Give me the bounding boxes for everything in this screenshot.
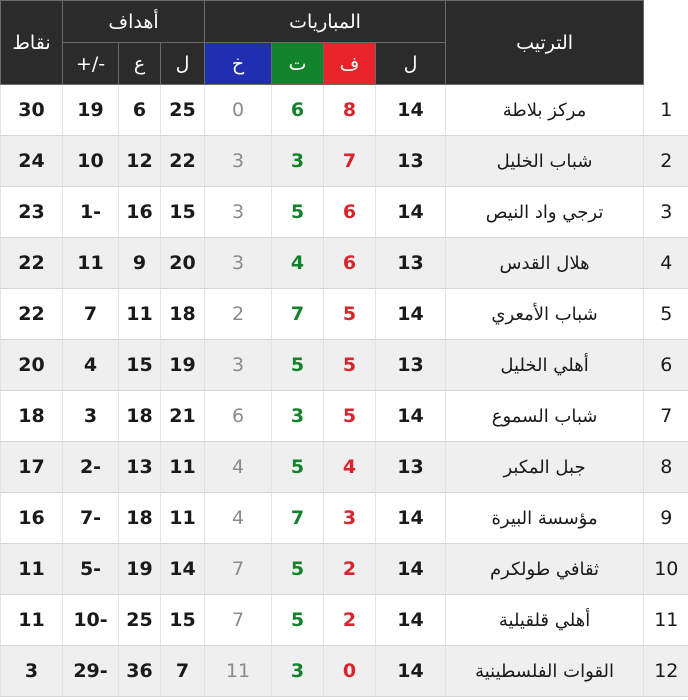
goals-for-cell: 7 [161, 646, 205, 697]
points-cell: 20 [1, 340, 63, 391]
table-row[interactable] [1, 391, 688, 442]
drawn-cell: 7 [272, 289, 324, 340]
goal-diff-cell: 2- [63, 442, 119, 493]
won-header[interactable]: ف [324, 43, 376, 85]
rank-header-blank [644, 1, 688, 85]
goals-against-cell: 25 [119, 595, 161, 646]
played-cell: 13 [376, 136, 446, 187]
goals-against-cell: 6 [119, 85, 161, 136]
drawn-cell: 3 [272, 136, 324, 187]
rank-cell: 3 [644, 187, 688, 238]
goals-against-cell: 16 [119, 187, 161, 238]
points-header[interactable]: نقاط [1, 1, 63, 85]
team-name[interactable]: جبل المكبر [446, 442, 644, 493]
won-cell: 7 [324, 136, 376, 187]
matches-header: المباريات [205, 1, 446, 43]
lost-cell: 2 [205, 289, 272, 340]
goals-against-cell: 12 [119, 136, 161, 187]
goal-diff-cell: 10- [63, 595, 119, 646]
points-cell: 3 [1, 646, 63, 697]
goals-for-cell: 11 [161, 442, 205, 493]
rank-cell: 8 [644, 442, 688, 493]
goals-for-cell: 14 [161, 544, 205, 595]
team-name[interactable]: ثقافي طولكرم [446, 544, 644, 595]
goal-diff-cell: 7 [63, 289, 119, 340]
table-row[interactable] [1, 187, 688, 238]
team-name[interactable]: القوات الفلسطينية [446, 646, 644, 697]
points-cell: 23 [1, 187, 63, 238]
goals-for-cell: 15 [161, 187, 205, 238]
played-cell: 14 [376, 595, 446, 646]
won-cell: 0 [324, 646, 376, 697]
lost-cell: 3 [205, 136, 272, 187]
ranking-header[interactable]: الترتيب [446, 1, 644, 85]
goal-diff-cell: 10 [63, 136, 119, 187]
table-row[interactable] [1, 493, 688, 544]
drawn-cell: 5 [272, 442, 324, 493]
goals-against-cell: 15 [119, 340, 161, 391]
standings-body [1, 85, 688, 697]
played-cell: 14 [376, 391, 446, 442]
drawn-cell: 6 [272, 85, 324, 136]
rank-cell: 6 [644, 340, 688, 391]
goal-diff-cell: 11 [63, 238, 119, 289]
goals-for-header[interactable]: ل [161, 43, 205, 85]
rank-cell: 10 [644, 544, 688, 595]
lost-cell: 7 [205, 595, 272, 646]
won-cell: 2 [324, 595, 376, 646]
won-cell: 8 [324, 85, 376, 136]
drawn-cell: 5 [272, 187, 324, 238]
lost-cell: 11 [205, 646, 272, 697]
goal-diff-header[interactable]: +/- [63, 43, 119, 85]
won-cell: 5 [324, 391, 376, 442]
team-name[interactable]: أهلي قلقيلية [446, 595, 644, 646]
points-cell: 16 [1, 493, 63, 544]
goals-against-cell: 19 [119, 544, 161, 595]
goals-against-cell: 36 [119, 646, 161, 697]
played-cell: 13 [376, 340, 446, 391]
drawn-cell: 5 [272, 544, 324, 595]
rank-cell: 9 [644, 493, 688, 544]
table-row[interactable] [1, 442, 688, 493]
rank-cell: 1 [644, 85, 688, 136]
points-cell: 11 [1, 595, 63, 646]
drawn-cell: 5 [272, 595, 324, 646]
points-cell: 22 [1, 289, 63, 340]
goal-diff-cell: 7- [63, 493, 119, 544]
table-row[interactable] [1, 85, 688, 136]
goals-header: أهداف [63, 1, 205, 43]
goals-for-cell: 11 [161, 493, 205, 544]
played-cell: 14 [376, 85, 446, 136]
table-row[interactable] [1, 289, 688, 340]
team-name[interactable]: شباب الأمعري [446, 289, 644, 340]
won-cell: 2 [324, 544, 376, 595]
rank-cell: 4 [644, 238, 688, 289]
played-cell: 14 [376, 187, 446, 238]
won-cell: 5 [324, 289, 376, 340]
lost-cell: 4 [205, 442, 272, 493]
points-cell: 18 [1, 391, 63, 442]
lost-cell: 7 [205, 544, 272, 595]
drawn-cell: 4 [272, 238, 324, 289]
rank-cell: 2 [644, 136, 688, 187]
drawn-cell: 5 [272, 340, 324, 391]
table-row[interactable] [1, 595, 688, 646]
lost-cell: 0 [205, 85, 272, 136]
team-name[interactable]: شباب السموع [446, 391, 644, 442]
won-cell: 6 [324, 187, 376, 238]
table-row[interactable] [1, 340, 688, 391]
lost-header[interactable]: خ [205, 43, 272, 85]
team-name[interactable]: أهلي الخليل [446, 340, 644, 391]
points-cell: 22 [1, 238, 63, 289]
goals-against-cell: 13 [119, 442, 161, 493]
goal-diff-cell: 4 [63, 340, 119, 391]
goals-against-cell: 11 [119, 289, 161, 340]
goal-diff-cell: 19 [63, 85, 119, 136]
won-cell: 3 [324, 493, 376, 544]
rank-cell: 12 [644, 646, 688, 697]
points-cell: 30 [1, 85, 63, 136]
team-name[interactable]: هلال القدس [446, 238, 644, 289]
drawn-header[interactable]: ت [272, 43, 324, 85]
won-cell: 4 [324, 442, 376, 493]
rank-cell: 7 [644, 391, 688, 442]
points-cell: 17 [1, 442, 63, 493]
played-cell: 14 [376, 544, 446, 595]
drawn-cell: 3 [272, 391, 324, 442]
played-cell: 14 [376, 646, 446, 697]
played-header[interactable]: ل [376, 43, 446, 85]
lost-cell: 3 [205, 187, 272, 238]
table-row[interactable] [1, 238, 688, 289]
won-cell: 6 [324, 238, 376, 289]
played-cell: 13 [376, 238, 446, 289]
played-cell: 14 [376, 493, 446, 544]
goals-for-cell: 18 [161, 289, 205, 340]
team-name[interactable]: مركز بلاطة [446, 85, 644, 136]
team-name[interactable]: ترجي واد النيص [446, 187, 644, 238]
goal-diff-cell: 3 [63, 391, 119, 442]
played-cell: 13 [376, 442, 446, 493]
goals-for-cell: 19 [161, 340, 205, 391]
played-cell: 14 [376, 289, 446, 340]
points-cell: 24 [1, 136, 63, 187]
lost-cell: 4 [205, 493, 272, 544]
points-cell: 11 [1, 544, 63, 595]
goals-for-cell: 21 [161, 391, 205, 442]
goal-diff-cell: 5- [63, 544, 119, 595]
lost-cell: 3 [205, 238, 272, 289]
table-row[interactable] [1, 136, 688, 187]
drawn-cell: 7 [272, 493, 324, 544]
goals-for-cell: 15 [161, 595, 205, 646]
lost-cell: 6 [205, 391, 272, 442]
goals-against-cell: 18 [119, 493, 161, 544]
table-row[interactable] [1, 544, 688, 595]
team-name[interactable]: شباب الخليل [446, 136, 644, 187]
goals-for-cell: 20 [161, 238, 205, 289]
rank-cell: 5 [644, 289, 688, 340]
rank-cell: 11 [644, 595, 688, 646]
goal-diff-cell: 29- [63, 646, 119, 697]
goals-for-cell: 25 [161, 85, 205, 136]
goal-diff-cell: 1- [63, 187, 119, 238]
goals-against-header[interactable]: ع [119, 43, 161, 85]
table-row[interactable] [1, 646, 688, 697]
won-cell: 5 [324, 340, 376, 391]
goals-against-cell: 18 [119, 391, 161, 442]
team-name[interactable]: مؤسسة البيرة [446, 493, 644, 544]
drawn-cell: 3 [272, 646, 324, 697]
goals-for-cell: 22 [161, 136, 205, 187]
lost-cell: 3 [205, 340, 272, 391]
goals-against-cell: 9 [119, 238, 161, 289]
